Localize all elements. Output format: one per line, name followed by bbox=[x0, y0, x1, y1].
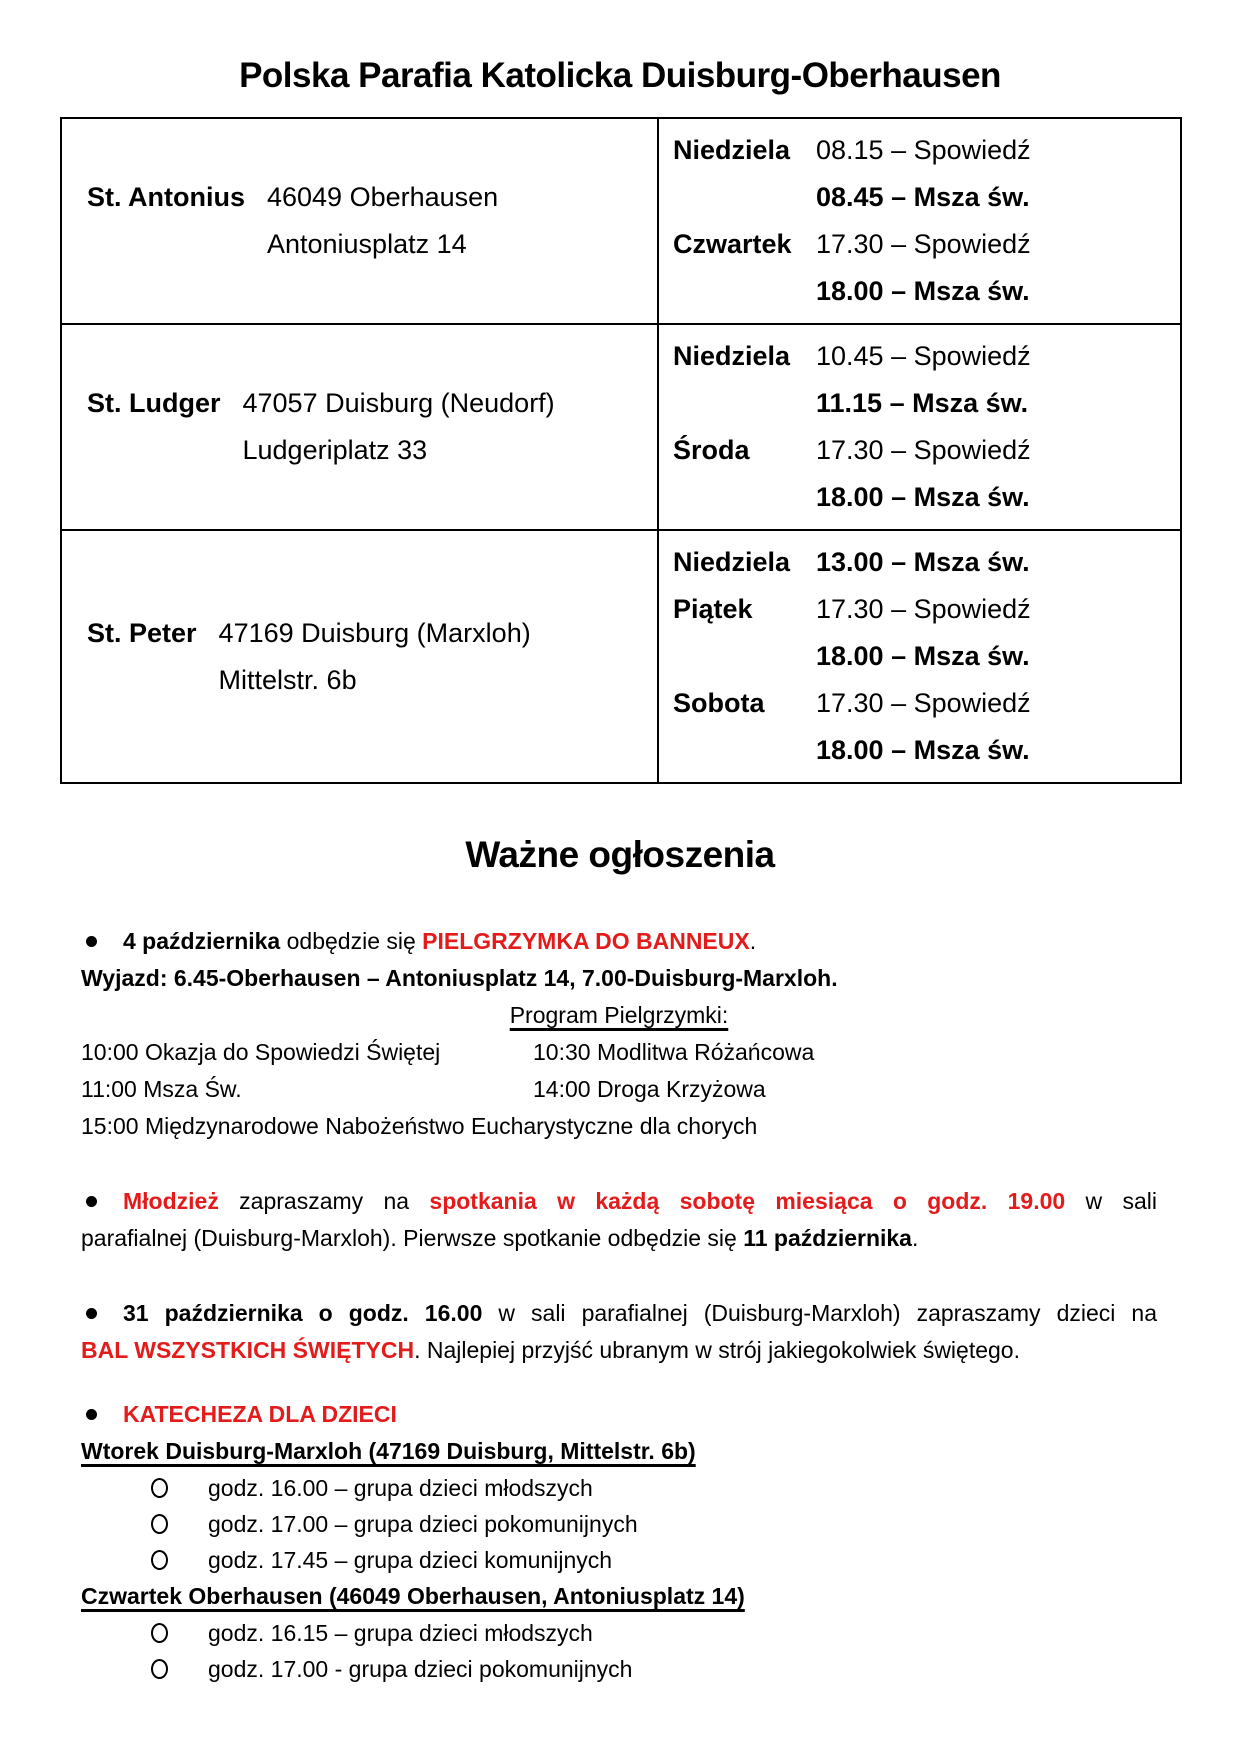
program-right: 14:00 Droga Krzyżowa bbox=[533, 1076, 766, 1102]
schedule-line bbox=[673, 680, 1179, 727]
announcements bbox=[81, 923, 1157, 1687]
schedule-time: 18.00 – Msza św. bbox=[816, 735, 1030, 765]
church-cell bbox=[61, 530, 658, 783]
text-segment: . bbox=[911, 1225, 919, 1251]
schedule-day bbox=[673, 380, 816, 427]
circle-bullet-icon bbox=[151, 1514, 168, 1534]
text-segment: KATECHEZA DLA DZIECI bbox=[123, 1401, 397, 1427]
bullet-icon bbox=[86, 936, 97, 947]
text-segment: Młodzież bbox=[123, 1188, 219, 1214]
catechesis-heading bbox=[81, 1396, 1157, 1433]
schedule-cell bbox=[658, 324, 1181, 530]
text-segment: BAL WSZYSTKICH ŚWIĘTYCH bbox=[81, 1337, 415, 1363]
schedule-day: Piątek bbox=[673, 594, 753, 624]
text-segment: w sali parafialnej (Duisburg-Marxloh) zapraszamy dzieci na bbox=[482, 1300, 1157, 1326]
text-segment: Wyjazd: 6.45-Oberhausen – Antoniusplatz 14, 7.00-Duisburg-Marxloh. bbox=[81, 965, 838, 991]
bullet-icon bbox=[86, 1196, 97, 1207]
text-segment: 31 października o godz. 16.00 bbox=[123, 1300, 483, 1326]
text-segment: Czwartek Oberhausen (46049 Oberhausen, Antoniusplatz 14) bbox=[81, 1583, 745, 1609]
program-row bbox=[81, 1108, 1157, 1145]
table-row bbox=[61, 530, 1181, 783]
sub-item-text: godz. 17.45 – grupa dzieci komunijnych bbox=[208, 1547, 613, 1573]
schedule-table-body bbox=[61, 118, 1181, 783]
catechesis-day-heading-tuesday bbox=[81, 1433, 1157, 1470]
church-schedule-table bbox=[60, 117, 1182, 784]
schedule-day: Środa bbox=[673, 435, 750, 465]
youth-line-2 bbox=[81, 1220, 1157, 1257]
sub-item-text: godz. 16.00 – grupa dzieci młodszych bbox=[208, 1475, 593, 1501]
schedule-line bbox=[673, 268, 1179, 315]
catechesis-item bbox=[81, 1542, 1157, 1578]
text-segment: Wtorek Duisburg-Marxloh (47169 Duisburg, Mittelstr. 6b) bbox=[81, 1438, 696, 1464]
text-segment: . Najlepiej przyjść ubranym w strój jakiegokolwiek świętego. bbox=[414, 1337, 1020, 1363]
underlined-text bbox=[81, 1438, 696, 1464]
schedule-line bbox=[673, 380, 1179, 427]
text-segment: Program Pielgrzymki: bbox=[509, 1002, 729, 1028]
schedule-line bbox=[673, 174, 1179, 221]
schedule-cell bbox=[658, 530, 1181, 783]
schedule-time: 17.30 – Spowiedź bbox=[816, 229, 1031, 259]
schedule-time: 13.00 – Msza św. bbox=[816, 547, 1030, 577]
announcements-heading: Ważne ogłoszenia bbox=[465, 834, 775, 875]
church-cell bbox=[61, 118, 658, 324]
text-segment: spotkania w każdą sobotę miesiąca o godz. 19.00 bbox=[429, 1188, 1066, 1214]
schedule-day: Sobota bbox=[673, 688, 765, 718]
schedule-day bbox=[673, 474, 816, 521]
church-address-line2: Ludgeriplatz 33 bbox=[242, 435, 428, 465]
bullet-icon bbox=[86, 1409, 97, 1420]
schedule-time: 08.15 – Spowiedź bbox=[816, 135, 1031, 165]
text-segment: 15:00 Międzynarodowe Nabożeństwo Eucharystyczne dla chorych bbox=[81, 1113, 758, 1139]
church-info bbox=[63, 380, 656, 474]
church-name: St. Peter bbox=[87, 617, 197, 648]
text-segment: odbędzie się bbox=[280, 928, 423, 954]
program-row bbox=[81, 1071, 1157, 1108]
schedule-cell bbox=[658, 118, 1181, 324]
program-heading bbox=[81, 997, 1157, 1034]
catechesis-item bbox=[81, 1470, 1157, 1506]
schedule-time: 11.15 – Msza św. bbox=[816, 388, 1029, 418]
schedule-time: 08.45 – Msza św. bbox=[816, 182, 1030, 212]
schedule-day: Czwartek bbox=[673, 229, 792, 259]
pilgrimage-line bbox=[81, 923, 1157, 960]
circle-bullet-icon bbox=[151, 1478, 168, 1498]
church-cell bbox=[61, 324, 658, 530]
circle-bullet-icon bbox=[151, 1659, 168, 1679]
schedule-day bbox=[673, 268, 816, 315]
schedule-time: 18.00 – Msza św. bbox=[816, 482, 1030, 512]
church-info bbox=[63, 610, 656, 704]
schedule-time: 18.00 – Msza św. bbox=[816, 641, 1030, 671]
schedule-line bbox=[673, 727, 1179, 774]
church-address-line2: Mittelstr. 6b bbox=[218, 664, 357, 695]
schedule-line bbox=[673, 127, 1179, 174]
church-info bbox=[63, 174, 656, 268]
schedule-line bbox=[673, 539, 1179, 586]
circle-bullet-icon bbox=[151, 1623, 168, 1643]
text-segment: 4 października bbox=[123, 928, 281, 954]
sub-item-text: godz. 17.00 – grupa dzieci pokomunijnych bbox=[208, 1511, 638, 1537]
schedule-time: 18.00 – Msza św. bbox=[816, 276, 1030, 306]
ball-line-1 bbox=[81, 1295, 1157, 1332]
text-segment: zapraszamy na bbox=[218, 1188, 430, 1214]
text-segment: . bbox=[749, 928, 757, 954]
underlined-text bbox=[81, 1583, 745, 1609]
schedule-day: Niedziela bbox=[673, 547, 791, 577]
catechesis-item bbox=[81, 1651, 1157, 1687]
schedule-day bbox=[673, 633, 816, 680]
circle-bullet-icon bbox=[151, 1550, 168, 1570]
schedule-line bbox=[673, 333, 1179, 380]
church-address-line1: 46049 Oberhausen bbox=[266, 182, 499, 212]
text-segment: parafialnej (Duisburg-Marxloh). Pierwsze spotkanie odbędzie się bbox=[81, 1225, 744, 1251]
church-address-line1: 47169 Duisburg (Marxloh) bbox=[218, 617, 531, 648]
bullet-icon bbox=[86, 1308, 97, 1319]
text-segment: PIELGRZYMKA DO BANNEUX bbox=[422, 928, 750, 954]
schedule-day: Niedziela bbox=[673, 341, 791, 371]
schedule-time: 17.30 – Spowiedź bbox=[816, 594, 1031, 624]
departure-line bbox=[81, 960, 1157, 997]
schedule-day bbox=[673, 727, 816, 774]
schedule-time: 10.45 – Spowiedź bbox=[816, 341, 1031, 371]
youth-line-1 bbox=[81, 1183, 1157, 1220]
church-address-line1: 47057 Duisburg (Neudorf) bbox=[242, 388, 555, 418]
table-row bbox=[61, 118, 1181, 324]
schedule-line bbox=[673, 586, 1179, 633]
text-segment: 11 października bbox=[743, 1225, 912, 1251]
sub-item-text: godz. 17.00 - grupa dzieci pokomunijnych bbox=[208, 1656, 633, 1682]
catechesis-item bbox=[81, 1615, 1157, 1651]
program-left: 11:00 Msza Św. bbox=[81, 1076, 242, 1102]
schedule-time: 17.30 – Spowiedź bbox=[816, 435, 1031, 465]
schedule-day bbox=[673, 174, 816, 221]
program-right: 10:30 Modlitwa Różańcowa bbox=[533, 1039, 815, 1065]
catechesis-item bbox=[81, 1506, 1157, 1542]
schedule-line bbox=[673, 633, 1179, 680]
schedule-day: Niedziela bbox=[673, 135, 791, 165]
schedule-line bbox=[673, 474, 1179, 521]
schedule-time: 17.30 – Spowiedź bbox=[816, 688, 1031, 718]
program-row bbox=[81, 1034, 1157, 1071]
church-address-line2: Antoniusplatz 14 bbox=[266, 229, 467, 259]
schedule-line bbox=[673, 221, 1179, 268]
page-title: Polska Parafia Katolicka Duisburg-Oberhausen bbox=[239, 56, 1001, 95]
sub-item-text: godz. 16.15 – grupa dzieci młodszych bbox=[208, 1620, 593, 1646]
program-left: 10:00 Okazja do Spowiedzi Świętej bbox=[81, 1039, 441, 1065]
church-name: St. Antonius bbox=[87, 182, 245, 212]
underlined-text bbox=[510, 1002, 729, 1028]
catechesis-day-heading-thursday bbox=[81, 1578, 1157, 1615]
text-segment: w sali bbox=[1065, 1188, 1157, 1214]
ball-line-2 bbox=[81, 1332, 1157, 1369]
table-row bbox=[61, 324, 1181, 530]
church-name: St. Ludger bbox=[87, 388, 221, 418]
schedule-line bbox=[673, 427, 1179, 474]
